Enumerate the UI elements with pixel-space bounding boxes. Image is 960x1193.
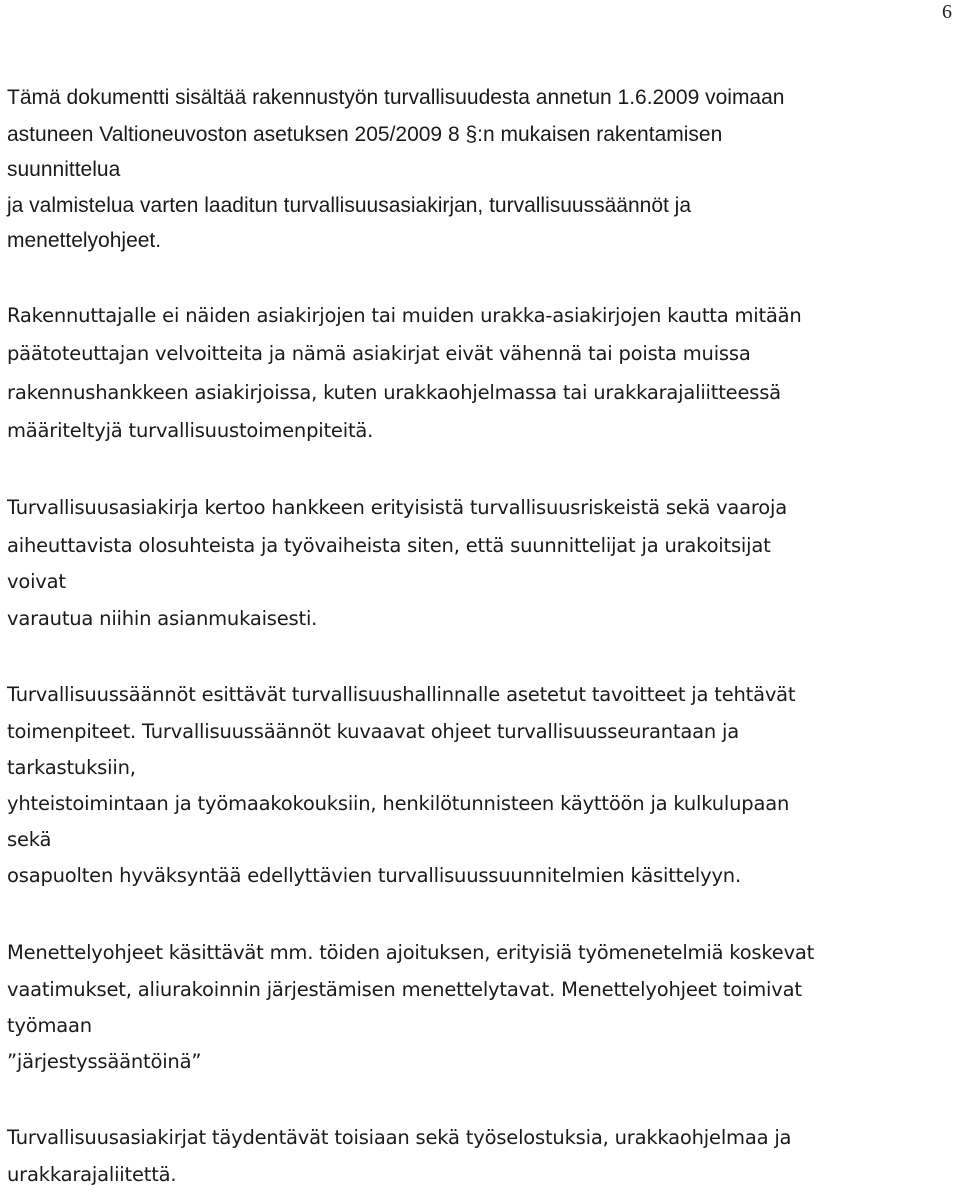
paragraph-1-line-1: Tämä dokumentti sisältää rakennustyön turvallisuudesta annetun 1.6.2009 voimaan [7, 86, 785, 109]
paragraph-3-line-2: aiheuttavista olosuhteista ja työvaiheista siten, että suunnittelijat ja urakoitsijat [7, 534, 771, 557]
paragraph-4-line-1: Turvallisuussäännöt esittävät turvallisuushallinnalle asetetut tavoitteet ja tehtävät [7, 683, 796, 706]
paragraph-6-line-2: urakkarajaliitettä. [7, 1163, 177, 1186]
paragraph-4-line-6: osapuolten hyväksyntää edellyttävien turvallisuussuunnitelmien käsittelyyn. [7, 864, 741, 887]
paragraph-4-line-5: sekä [7, 828, 52, 851]
paragraph-4-line-3: tarkastuksiin, [7, 756, 136, 779]
paragraph-6-line-1: Turvallisuusasiakirjat täydentävät toisiaan sekä työselostuksia, urakkaohjelmaa ja [7, 1126, 792, 1149]
paragraph-2-line-3: rakennushankkeen asiakirjoissa, kuten urakkaohjelmassa tai urakkarajaliitteessä [7, 381, 781, 404]
paragraph-5-line-1: Menettelyohjeet käsittävät mm. töiden ajoituksen, erityisiä työmenetelmiä koskevat [7, 941, 815, 964]
paragraph-1-line-3: suunnittelua [7, 158, 121, 181]
paragraph-5-line-3: työmaan [7, 1014, 92, 1037]
paragraph-1-line-5: menettelyohjeet. [7, 229, 162, 252]
paragraph-2-line-1: Rakennuttajalle ei näiden asiakirjojen tai muiden urakka-asiakirjojen kautta mitään [7, 304, 802, 327]
paragraph-3-line-3: voivat [7, 570, 66, 593]
paragraph-5-line-2: vaatimukset, aliurakoinnin järjestämisen menettelytavat. Menettelyohjeet toimivat [7, 978, 802, 1001]
paragraph-3-line-4: varautua niihin asianmukaisesti. [7, 607, 318, 630]
paragraph-1-line-4: ja valmistelua varten laaditun turvallisuusasiakirjan, turvallisuussäännöt ja [7, 194, 692, 217]
page-number: 6 [942, 1, 952, 23]
paragraph-1-line-2: astuneen Valtioneuvoston asetuksen 205/2009 8 §:n mukaisen rakentamisen [7, 123, 723, 146]
paragraph-3-line-1: Turvallisuusasiakirja kertoo hankkeen erityisistä turvallisuusriskeistä sekä vaaroja [7, 496, 788, 519]
paragraph-2-line-4: määriteltyjä turvallisuustoimenpiteitä. [7, 419, 374, 442]
paragraph-5-line-4: ”järjestyssääntöinä” [7, 1050, 202, 1073]
paragraph-4-line-4: yhteistoimintaan ja työmaakokouksiin, henkilötunnisteen käyttöön ja kulkulupaan [7, 792, 790, 815]
paragraph-2-line-2: päätoteuttajan velvoitteita ja nämä asiakirjat eivät vähennä tai poista muissa [7, 342, 751, 365]
paragraph-4-line-2: toimenpiteet. Turvallisuussäännöt kuvaavat ohjeet turvallisuusseurantaan ja [7, 720, 739, 743]
